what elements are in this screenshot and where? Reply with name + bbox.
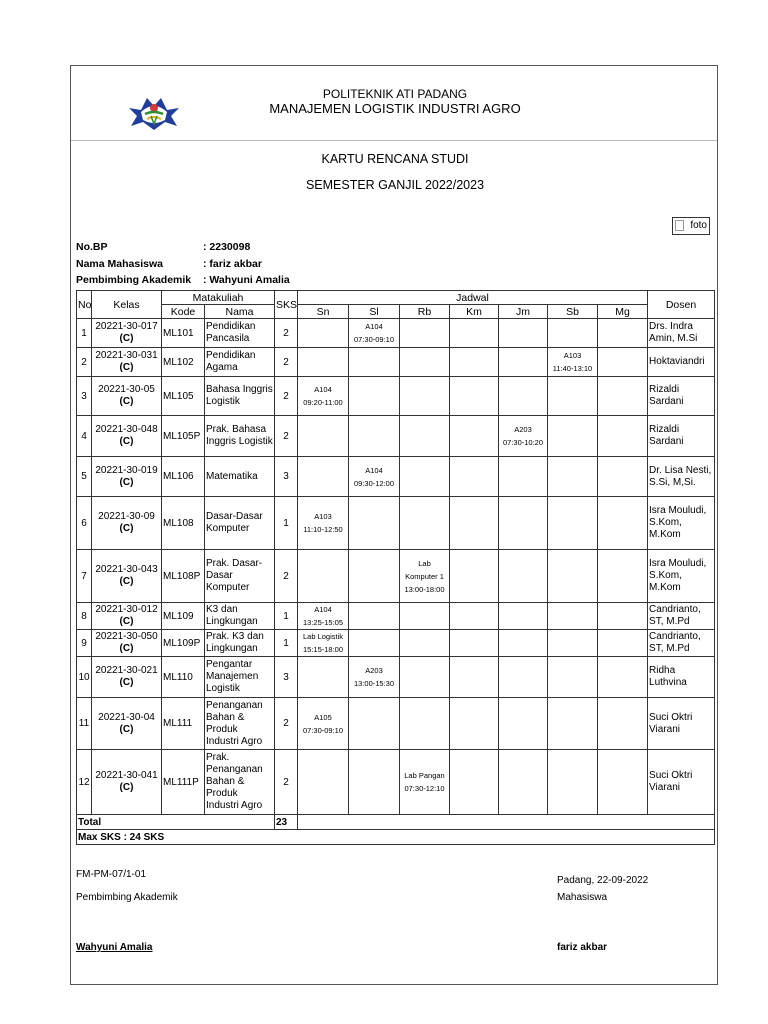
row-kelas [92, 657, 162, 698]
table-row [77, 348, 715, 377]
kelas-code: 20221-30-04 [98, 711, 155, 723]
row-kode: ML105P [162, 416, 205, 457]
schedule-empty [298, 657, 349, 698]
schedule-time: 13:00-15:30 [353, 679, 395, 688]
schedule-empty [298, 750, 349, 815]
schedule-empty [450, 319, 499, 348]
kelas-section: (C) [119, 523, 134, 534]
row-nama: Prak. Penanganan Bahan & Produk Industri Agro [205, 750, 275, 815]
schedule-empty [400, 603, 450, 630]
kelas-section: (C) [119, 362, 134, 373]
row-dosen: Isra Mouludi, S.Kom, M.Kom [648, 550, 715, 603]
divider [71, 140, 717, 141]
name-value: : fariz akbar [203, 258, 262, 270]
schedule-room: Lab Komputer 1 [405, 558, 444, 581]
schedule-cell [349, 319, 400, 348]
table-row [77, 457, 715, 497]
row-dosen: Dr. Lisa Nesti, S.Si, M,Si. [648, 457, 715, 497]
schedule-room: A203 [514, 425, 532, 434]
row-sks: 2 [275, 319, 298, 348]
header-day-mg: Mg [598, 305, 648, 319]
schedule-empty [349, 377, 400, 416]
row-sks: 2 [275, 550, 298, 603]
program-name: MANAJEMEN LOGISTIK INDUSTRI AGRO [269, 101, 521, 116]
row-kelas [92, 497, 162, 550]
schedule-empty [499, 750, 548, 815]
row-dosen: Isra Mouludi, S.Kom, M.Kom [648, 497, 715, 550]
row-no: 6 [77, 497, 92, 550]
kelas-section: (C) [119, 476, 134, 488]
schedule-empty [349, 497, 400, 550]
schedule-empty [298, 416, 349, 457]
header-day-sb: Sb [548, 305, 598, 319]
row-kelas [92, 348, 162, 377]
kelas-section: (C) [119, 677, 134, 688]
row-no: 4 [77, 416, 92, 457]
kelas-code: 20221-30-019 [95, 464, 158, 476]
kelas-section: (C) [119, 576, 134, 587]
schedule-empty [598, 348, 648, 377]
total-filler [298, 815, 715, 830]
schedule-empty [598, 603, 648, 630]
institution-name: POLITEKNIK ATI PADANG [322, 87, 468, 101]
kelas-section: (C) [119, 643, 134, 654]
row-sks: 1 [275, 603, 298, 630]
row-nama: Prak. K3 dan Lingkungan [205, 630, 275, 657]
row-kelas [92, 750, 162, 815]
header-day-jm: Jm [499, 305, 548, 319]
schedule-empty [598, 377, 648, 416]
row-kode: ML111P [162, 750, 205, 815]
schedule-empty [499, 603, 548, 630]
schedule-empty [298, 348, 349, 377]
advisor-signature-name: Wahyuni Amalia [76, 942, 153, 953]
schedule-empty [499, 698, 548, 750]
advisor-role: Pembimbing Akademik [76, 892, 178, 903]
schedule-room: A103 [314, 512, 332, 521]
row-nama: Pengantar Manajemen Logistik [205, 657, 275, 698]
schedule-empty [298, 457, 349, 497]
row-no: 11 [77, 698, 92, 750]
table-row [77, 698, 715, 750]
kelas-code: 20221-30-048 [95, 424, 158, 435]
schedule-empty [450, 457, 499, 497]
semester-title: SEMESTER GANJIL 2022/2023 [305, 178, 485, 192]
schedule-time: 13:00-18:00 [404, 584, 445, 594]
row-sks: 1 [275, 497, 298, 550]
row-kelas [92, 698, 162, 750]
header-kelas: Kelas [92, 291, 162, 319]
row-dosen: Rizaldi Sardani [648, 377, 715, 416]
schedule-time: 15:15-18:00 [302, 645, 344, 654]
row-kode: ML109 [162, 603, 205, 630]
schedule-empty [349, 630, 400, 657]
schedule-empty [548, 377, 598, 416]
schedule-cell [349, 457, 400, 497]
row-dosen: Rizaldi Sardani [648, 416, 715, 457]
row-sks: 3 [275, 657, 298, 698]
kelas-section: (C) [119, 723, 134, 735]
total-sks: 23 [275, 815, 298, 830]
table-row [77, 377, 715, 416]
photo-placeholder [672, 217, 710, 235]
schedule-room: A104 [365, 322, 383, 331]
header-sks: SKS [275, 291, 298, 319]
header-matakuliah: Matakuliah [162, 291, 275, 305]
header-nama: Nama [205, 305, 275, 319]
row-nama: K3 dan Lingkungan [205, 603, 275, 630]
schedule-cell [298, 630, 349, 657]
row-kelas [92, 416, 162, 457]
schedule-empty [400, 319, 450, 348]
schedule-empty [499, 377, 548, 416]
kelas-section: (C) [119, 436, 134, 447]
row-sks: 1 [275, 630, 298, 657]
row-kode: ML108 [162, 497, 205, 550]
schedule-empty [400, 377, 450, 416]
row-no: 10 [77, 657, 92, 698]
schedule-empty [349, 550, 400, 603]
schedule-empty [450, 603, 499, 630]
schedule-empty [450, 416, 499, 457]
schedule-cell [499, 416, 548, 457]
row-nama: Prak. Bahasa Inggris Logistik [205, 416, 275, 457]
row-nama: Dasar-Dasar Komputer [205, 497, 275, 550]
schedule-empty [499, 657, 548, 698]
schedule-empty [598, 750, 648, 815]
form-code: FM-PM-07/1-01 [76, 869, 147, 880]
table-row [77, 750, 715, 815]
schedule-cell [298, 603, 349, 630]
schedule-empty [450, 497, 499, 550]
row-nama: Penanganan Bahan & Produk Industri Agro [205, 698, 275, 750]
photo-alt-text: foto [690, 220, 707, 231]
schedule-room: A103 [563, 351, 582, 360]
schedule-time: 11:40-13:10 [552, 364, 593, 373]
table-row [77, 416, 715, 457]
schedule-empty [450, 377, 499, 416]
schedule-empty [548, 698, 598, 750]
kelas-section: (C) [119, 396, 134, 407]
schedule-empty [450, 657, 499, 698]
schedule-empty [400, 416, 450, 457]
schedule-cell [400, 550, 450, 603]
schedule-empty [499, 319, 548, 348]
schedule-room: A105 [314, 712, 332, 722]
schedule-empty [349, 603, 400, 630]
schedule-time: 07:30-12:10 [404, 784, 445, 793]
schedule-empty [548, 457, 598, 497]
row-dosen: Candrianto, ST, M.Pd [648, 630, 715, 657]
schedule-empty [450, 630, 499, 657]
header-day-sl: Sl [349, 305, 400, 319]
schedule-empty [598, 497, 648, 550]
schedule-cell [400, 750, 450, 815]
table-row [77, 630, 715, 657]
total-label: Total [77, 815, 275, 830]
row-dosen: Drs. Indra Amin, M.Si [648, 319, 715, 348]
schedule-empty [349, 698, 400, 750]
document-title: KARTU RENCANA STUDI [321, 152, 469, 166]
kelas-code: 20221-30-017 [95, 321, 158, 332]
row-no: 7 [77, 550, 92, 603]
header-day-sn: Sn [298, 305, 349, 319]
row-dosen: Hoktaviandri [648, 348, 715, 377]
schedule-empty [598, 657, 648, 698]
row-sks: 2 [275, 698, 298, 750]
kelas-section: (C) [119, 616, 134, 627]
student-signature-name: fariz akbar [557, 942, 608, 953]
row-no: 12 [77, 750, 92, 815]
schedule-cell [298, 497, 349, 550]
row-dosen: Ridha Luthvina [648, 657, 715, 698]
row-kelas [92, 377, 162, 416]
table-row [77, 603, 715, 630]
kelas-code: 20221-30-031 [95, 350, 158, 361]
row-nama: Pendidikan Pancasila [205, 319, 275, 348]
header-dosen: Dosen [648, 291, 715, 319]
kelas-code: 20221-30-05 [98, 384, 155, 395]
schedule-time: 07:30-09:10 [302, 725, 344, 735]
row-kode: ML101 [162, 319, 205, 348]
row-kode: ML106 [162, 457, 205, 497]
schedule-empty [598, 630, 648, 657]
schedule-empty [598, 550, 648, 603]
kelas-code: 20221-30-050 [95, 631, 158, 642]
schedule-empty [298, 319, 349, 348]
row-kode: ML109P [162, 630, 205, 657]
schedule-empty [349, 348, 400, 377]
schedule-time: 11:10-12:50 [303, 525, 343, 534]
kelas-code: 20221-30-041 [95, 770, 158, 781]
schedule-room: A104 [365, 465, 383, 475]
header-day-km: Km [450, 305, 499, 319]
kelas-section: (C) [119, 782, 134, 793]
row-sks: 2 [275, 750, 298, 815]
row-dosen: Suci Oktri Viarani [648, 750, 715, 815]
schedule-empty [349, 750, 400, 815]
kelas-code: 20221-30-09 [98, 511, 155, 522]
table-row [77, 657, 715, 698]
place-date: Padang, 22-09-2022 [557, 875, 649, 886]
schedule-empty [450, 750, 499, 815]
schedule-empty [349, 416, 400, 457]
header-jadwal: Jadwal [298, 291, 648, 305]
row-kode: ML111 [162, 698, 205, 750]
advisor-label: Pembimbing Akademik [76, 274, 192, 286]
name-label: Nama Mahasiswa [76, 258, 163, 270]
schedule-room: Lab Pangan [404, 771, 445, 780]
schedule-empty [450, 550, 499, 603]
schedule-time: 09:30-12:00 [353, 478, 395, 488]
schedule-empty [499, 457, 548, 497]
table-row [77, 497, 715, 550]
schedule-empty [400, 657, 450, 698]
schedule-empty [598, 416, 648, 457]
schedule-empty [499, 630, 548, 657]
row-sks: 2 [275, 377, 298, 416]
schedule-empty [548, 603, 598, 630]
header-kode: Kode [162, 305, 205, 319]
broken-image-icon [675, 220, 684, 231]
schedule-room: A104 [314, 385, 332, 394]
schedule-empty [548, 657, 598, 698]
schedule-empty [548, 550, 598, 603]
krs-document [70, 65, 718, 985]
row-kelas [92, 319, 162, 348]
row-kelas [92, 457, 162, 497]
row-kelas [92, 603, 162, 630]
schedule-time: 09:20-11:00 [303, 398, 343, 407]
row-sks: 2 [275, 416, 298, 457]
schedule-empty [298, 550, 349, 603]
row-no: 8 [77, 603, 92, 630]
schedule-empty [400, 630, 450, 657]
bp-value: : 2230098 [203, 241, 251, 253]
course-table [76, 290, 715, 845]
schedule-empty [499, 497, 548, 550]
advisor-value: : Wahyuni Amalia [203, 274, 290, 286]
schedule-empty [450, 698, 499, 750]
row-kode: ML108P [162, 550, 205, 603]
schedule-empty [548, 750, 598, 815]
row-nama: Matematika [205, 457, 275, 497]
schedule-cell [298, 377, 349, 416]
kelas-code: 20221-30-043 [95, 564, 158, 575]
table-row [77, 550, 715, 603]
header-no: No [77, 291, 92, 319]
schedule-empty [598, 457, 648, 497]
schedule-empty [400, 698, 450, 750]
schedule-cell [548, 348, 598, 377]
schedule-empty [499, 550, 548, 603]
course-rows [77, 319, 715, 815]
row-no: 1 [77, 319, 92, 348]
row-no: 2 [77, 348, 92, 377]
row-kode: ML102 [162, 348, 205, 377]
row-nama: Prak. Dasar-Dasar Komputer [205, 550, 275, 603]
schedule-time: 13:25-15:05 [302, 618, 344, 627]
schedule-empty [548, 630, 598, 657]
schedule-room: A203 [365, 666, 383, 675]
schedule-empty [548, 319, 598, 348]
row-no: 5 [77, 457, 92, 497]
schedule-empty [598, 319, 648, 348]
kelas-code: 20221-30-012 [95, 604, 158, 615]
schedule-empty [499, 348, 548, 377]
schedule-empty [450, 348, 499, 377]
schedule-time: 07:30-10:20 [502, 438, 544, 447]
schedule-empty [548, 416, 598, 457]
row-dosen: Suci Oktri Viarani [648, 698, 715, 750]
row-nama: Pendidikan Agama [205, 348, 275, 377]
max-sks: Max SKS : 24 SKS [77, 830, 715, 845]
schedule-empty [598, 698, 648, 750]
kelas-section: (C) [119, 333, 134, 344]
row-kode: ML105 [162, 377, 205, 416]
row-sks: 2 [275, 348, 298, 377]
schedule-empty [400, 348, 450, 377]
schedule-room: A104 [314, 605, 332, 614]
student-role: Mahasiswa [557, 892, 608, 903]
row-kelas [92, 630, 162, 657]
schedule-empty [548, 497, 598, 550]
row-no: 3 [77, 377, 92, 416]
table-row [77, 319, 715, 348]
row-kode: ML110 [162, 657, 205, 698]
row-dosen: Candrianto, ST, M.Pd [648, 603, 715, 630]
schedule-time: 07:30-09:10 [353, 335, 395, 344]
row-kelas [92, 550, 162, 603]
header-day-rb: Rb [400, 305, 450, 319]
schedule-empty [400, 457, 450, 497]
row-no: 9 [77, 630, 92, 657]
schedule-cell [298, 698, 349, 750]
schedule-empty [400, 497, 450, 550]
schedule-room: Lab Logistik [302, 632, 344, 641]
row-sks: 3 [275, 457, 298, 497]
schedule-cell [349, 657, 400, 698]
row-nama: Bahasa Inggris Logistik [205, 377, 275, 416]
bp-label: No.BP [76, 241, 108, 253]
kelas-code: 20221-30-021 [95, 665, 158, 676]
